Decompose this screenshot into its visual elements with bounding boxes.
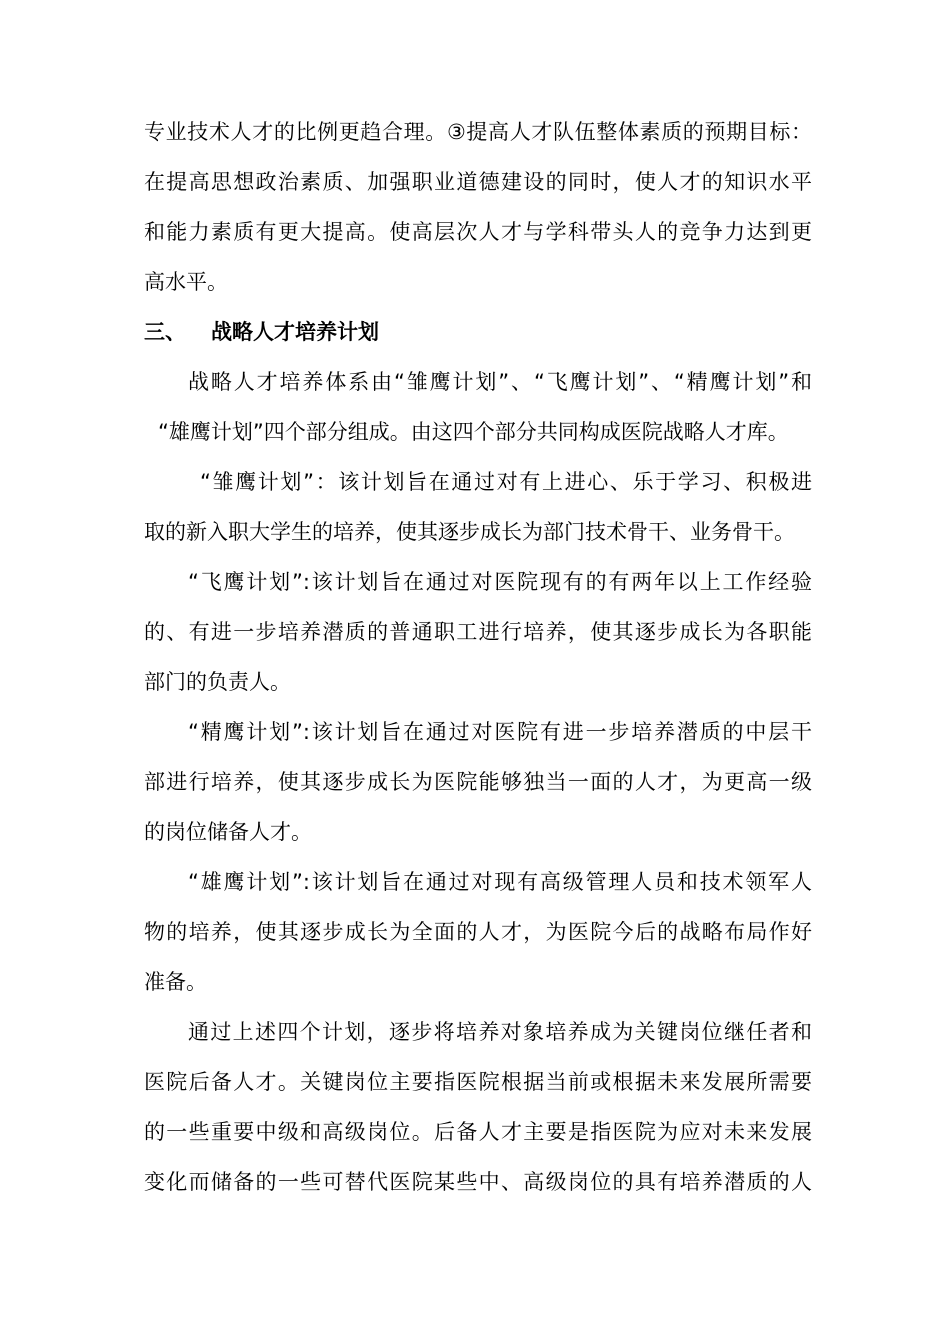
- paragraph-line: 取的新入职大学生的培养，使其逐步成长为部门技术骨干、业务骨干。: [144, 520, 795, 544]
- paragraph-feiying-plan: [144, 557, 812, 707]
- paragraph-line: 部进行培养，使其逐步成长为医院能够独当一面的人才，为更高一级: [144, 770, 812, 794]
- paragraph-line: 高水平。: [144, 270, 228, 294]
- section-heading: [144, 307, 812, 357]
- paragraph-chuying-plan: [144, 457, 812, 557]
- paragraph-line: “飞鹰计划”:该计划旨在通过对医院现有的有两年以上工作经验: [188, 570, 812, 594]
- paragraph-line: “雄鹰计划”:该计划旨在通过对现有高级管理人员和技术领军人: [188, 870, 812, 894]
- paragraph-line: “雄鹰计划”四个部分组成。由这四个部分共同构成医院战略人才库。: [158, 420, 789, 444]
- paragraph-jingying-plan: [144, 707, 812, 857]
- paragraph-line: “精鹰计划”:该计划旨在通过对医院有进一步培养潜质的中层干: [188, 720, 812, 744]
- paragraph-summary: [144, 1007, 812, 1207]
- paragraph-line: 和能力素质有更大提高。使高层次人才与学科带头人的竞争力达到更: [144, 220, 812, 244]
- paragraph-line: 在提高思想政治素质、加强职业道德建设的同时，使人才的知识水平: [144, 170, 812, 194]
- paragraph-xiongying-plan: [144, 857, 812, 1007]
- paragraph-line: 物的培养，使其逐步成长为全面的人才，为医院今后的战略布局作好: [144, 920, 812, 944]
- section-heading-line: [144, 307, 812, 357]
- paragraph-intro: [144, 357, 812, 457]
- paragraph-line: 战略人才培养体系由“雏鹰计划”、“飞鹰计划”、“精鹰计划”和: [188, 370, 812, 394]
- section-number: 三、: [144, 320, 186, 344]
- paragraph-line: 通过上述四个计划，逐步将培养对象培养成为关键岗位继任者和: [188, 1020, 812, 1044]
- paragraph-line: 专业技术人才的比例更趋合理。③提高人才队伍整体素质的预期目标：: [144, 120, 812, 144]
- paragraph-line: 医院后备人才。关键岗位主要指医院根据当前或根据未来发展所需要: [144, 1070, 812, 1094]
- paragraph-line: 的、有进一步培养潜质的普通职工进行培养，使其逐步成长为各职能: [144, 620, 812, 644]
- paragraph-line: 变化而储备的一些可替代医院某些中、高级岗位的具有培养潜质的人: [144, 1170, 812, 1194]
- paragraph-line: 准备。: [144, 970, 207, 994]
- section-title: 战略人才培养计划: [211, 320, 379, 344]
- paragraph-line: 的一些重要中级和高级岗位。后备人才主要是指医院为应对未来发展: [144, 1120, 812, 1144]
- paragraph-talent-goal: [144, 107, 812, 307]
- paragraph-line: 部门的负责人。: [144, 670, 291, 694]
- paragraph-line: 的岗位储备人才。: [144, 820, 312, 844]
- paragraph-line: “雏鹰计划”：该计划旨在通过对有上进心、乐于学习、积极进: [200, 470, 812, 494]
